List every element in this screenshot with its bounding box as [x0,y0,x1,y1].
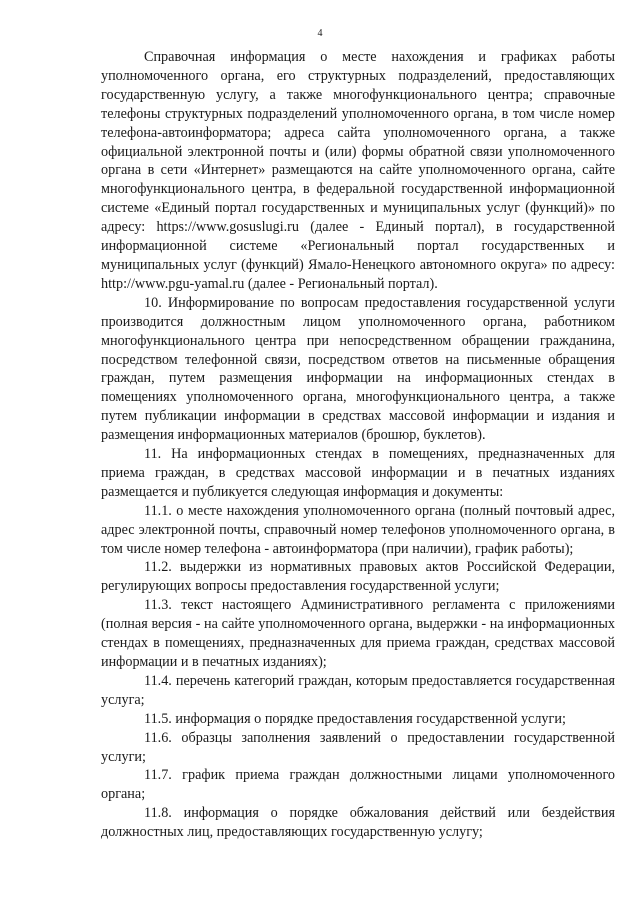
document-body [101,48,615,842]
paragraph-11: 11. На информационных стендах в помещениях, предназначенных для приема граждан, в средствах массовой информации и в печатных изданиях размещается и публикуется следующая информация и документы: [101,446,615,500]
paragraph-11-8: 11.8. информация о порядке обжалования действий или бездействия должностных лиц, предоставляющих государственную услугу; [101,805,615,841]
paragraph-11-6: 11.6. образцы заполнения заявлений о предоставлении государственной услуги; [101,729,615,765]
paragraph-11-2: 11.2. выдержки из нормативных правовых актов Российской Федерации, регулирующих вопросы предоставления государственной услуги; [101,559,615,595]
paragraph-11-5: 11.5. информация о порядке предоставления государственной услуги; [144,710,566,727]
paragraph-11-1: 11.1. о месте нахождения уполномоченного органа (полный почтовый адрес, адрес электронной почты, справочный номер телефонов уполномоченного органа, в том числе номер телефона - автоинформатора (при наличии), график работы); [101,502,615,557]
paragraph-11-7: 11.7. график приема граждан должностными лицами уполномоченного органа; [101,767,615,803]
paragraph-11-4: 11.4. перечень категорий граждан, которым предоставляется государственная услуга; [101,672,615,708]
paragraph-10: 10. Информирование по вопросам предоставления государственной услуги производится должностным лицом уполномоченного органа, работником многофункционального центра при непосредственном обращении гражданина, посредством телефонной связи, посредством ответов на письменные обращения граждан, путем размещения информации на информационных стендах в помещениях уполномоченного органа, многофункционального центра, а также путем публикации информации в средствах массовой информации и издания и размещения информационных материалов (брошюр, буклетов). [101,294,615,444]
paragraph-reference-info: Справочная информация о месте нахождения и графиках работы уполномоченного органа, его структурных подразделений, предоставляющих государственную услугу, а также многофункционального центра; справочные телефоны структурных подразделений уполномоченного органа, в том числе номер телефона-автоинформатора; адреса сайта уполномоченного органа, а также официальной электронной почты и (или) формы обратной связи уполномоченного органа в сети «Интернет» размещаются на сайте уполномоченного органа, сайте многофункционального центра, в федеральной государственной информационной системе «Единый портал государственных и муниципальных услуг (функций)» по адресу: https://www.gosuslugi.ru (далее - Единый портал), в государственной информационной системе «Региональный портал государственных и муниципальных услуг (функций) Ямало-Ненецкого автономного округа» по адресу: http://www.pgu-yamal.ru (далее - Региональный портал). [101,49,615,292]
page-number: 4 [317,28,323,39]
paragraph-11-3: 11.3. текст настоящего Административного регламента с приложениями (полная версия - на сайте уполномоченного органа, выдержки - на информационных стендах в помещениях, предназначенных для приема граждан, средствах массовой информации и в печатных изданиях); [101,597,615,670]
